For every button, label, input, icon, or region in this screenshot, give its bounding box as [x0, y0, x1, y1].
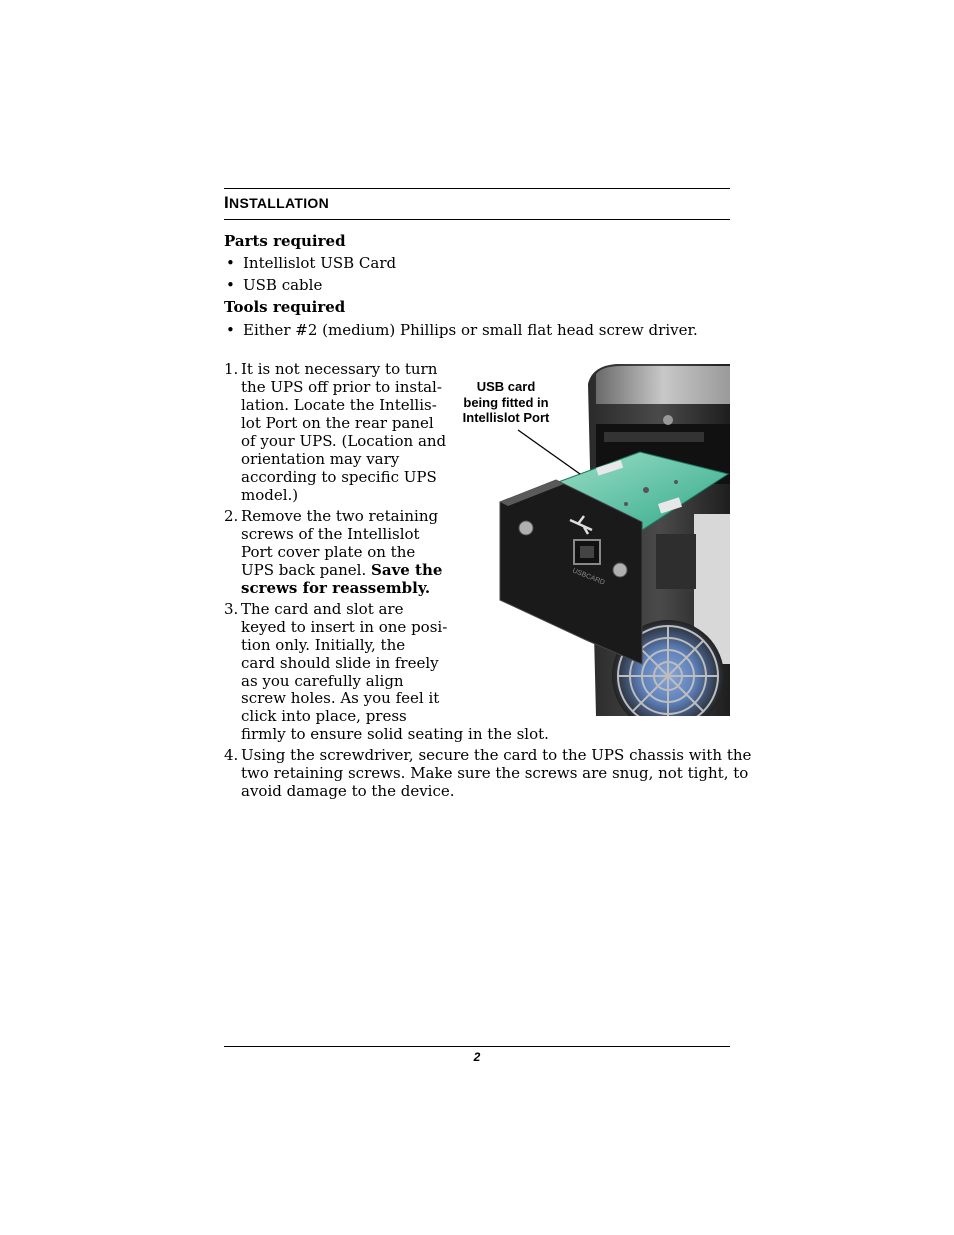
tools-item-text: Either #2 (medium) Phillips or small flat head screw driver.	[243, 321, 698, 339]
step-line: avoid damage to the device.	[241, 782, 455, 800]
parts-item-text: USB cable	[243, 276, 323, 294]
step-line	[241, 561, 442, 579]
bullet-icon: •	[226, 276, 235, 294]
caption-line: being fitted in	[463, 394, 549, 410]
footer-rule	[224, 1046, 730, 1047]
step-line: of your UPS. (Location and	[241, 432, 447, 450]
caption-line: Intellislot Port	[462, 410, 550, 425]
step-line: card should slide in freely	[241, 654, 439, 672]
usbcard-label: USBCARD	[571, 567, 606, 587]
section-title-rest: NSTALLATION	[229, 195, 330, 211]
heading-top-rule	[224, 188, 730, 189]
step-line: keyed to insert in one posi-	[241, 618, 448, 636]
tools-heading: Tools required	[224, 298, 346, 316]
step-line: screws of the Intellislot	[241, 525, 420, 543]
step-line: according to specific UPS	[241, 468, 437, 486]
bullet-icon: •	[226, 321, 235, 339]
step-line: screw holes. As you feel it	[241, 689, 440, 707]
step-emphasis: Save the	[371, 561, 443, 579]
step-line: as you carefully align	[241, 672, 404, 690]
step-line: Port cover plate on the	[241, 543, 416, 561]
section-title-initial: I	[224, 193, 230, 212]
page-number: 2	[473, 1050, 481, 1064]
figure-caption	[451, 379, 561, 426]
step-number: 4.	[224, 746, 239, 764]
step-text: UPS back panel.	[241, 561, 367, 579]
step-number: 3.	[224, 600, 239, 618]
heading-bottom-rule	[224, 219, 730, 220]
step-line: lation. Locate the Intellis-	[241, 396, 437, 414]
step-line: the UPS off prior to instal-	[241, 378, 442, 396]
step-emphasis: screws for reassembly.	[241, 579, 431, 597]
step-line: Remove the two retaining	[241, 507, 439, 525]
section-title	[224, 193, 329, 213]
step-number: 2.	[224, 507, 239, 525]
step-line: lot Port on the rear panel	[241, 414, 434, 432]
step-line: orientation may vary	[241, 450, 400, 468]
step-line: tion only. Initially, the	[241, 636, 406, 654]
caption-line: USB card	[476, 379, 536, 394]
parts-item-text: Intellislot USB Card	[243, 254, 397, 272]
step-line: Using the screwdriver, secure the card to the UPS chassis with the	[241, 746, 752, 764]
step-line: model.)	[241, 486, 299, 504]
parts-heading: Parts required	[224, 232, 346, 250]
step-line: The card and slot are	[241, 600, 404, 618]
step-line: firmly to ensure solid seating in the slot.	[241, 725, 549, 743]
step-line: two retaining screws. Make sure the screws are snug, not tight, to	[241, 764, 749, 782]
step-line: click into place, press	[241, 707, 407, 725]
bullet-icon: •	[226, 254, 235, 272]
step-number: 1.	[224, 360, 239, 378]
step-line: It is not necessary to turn	[241, 360, 438, 378]
